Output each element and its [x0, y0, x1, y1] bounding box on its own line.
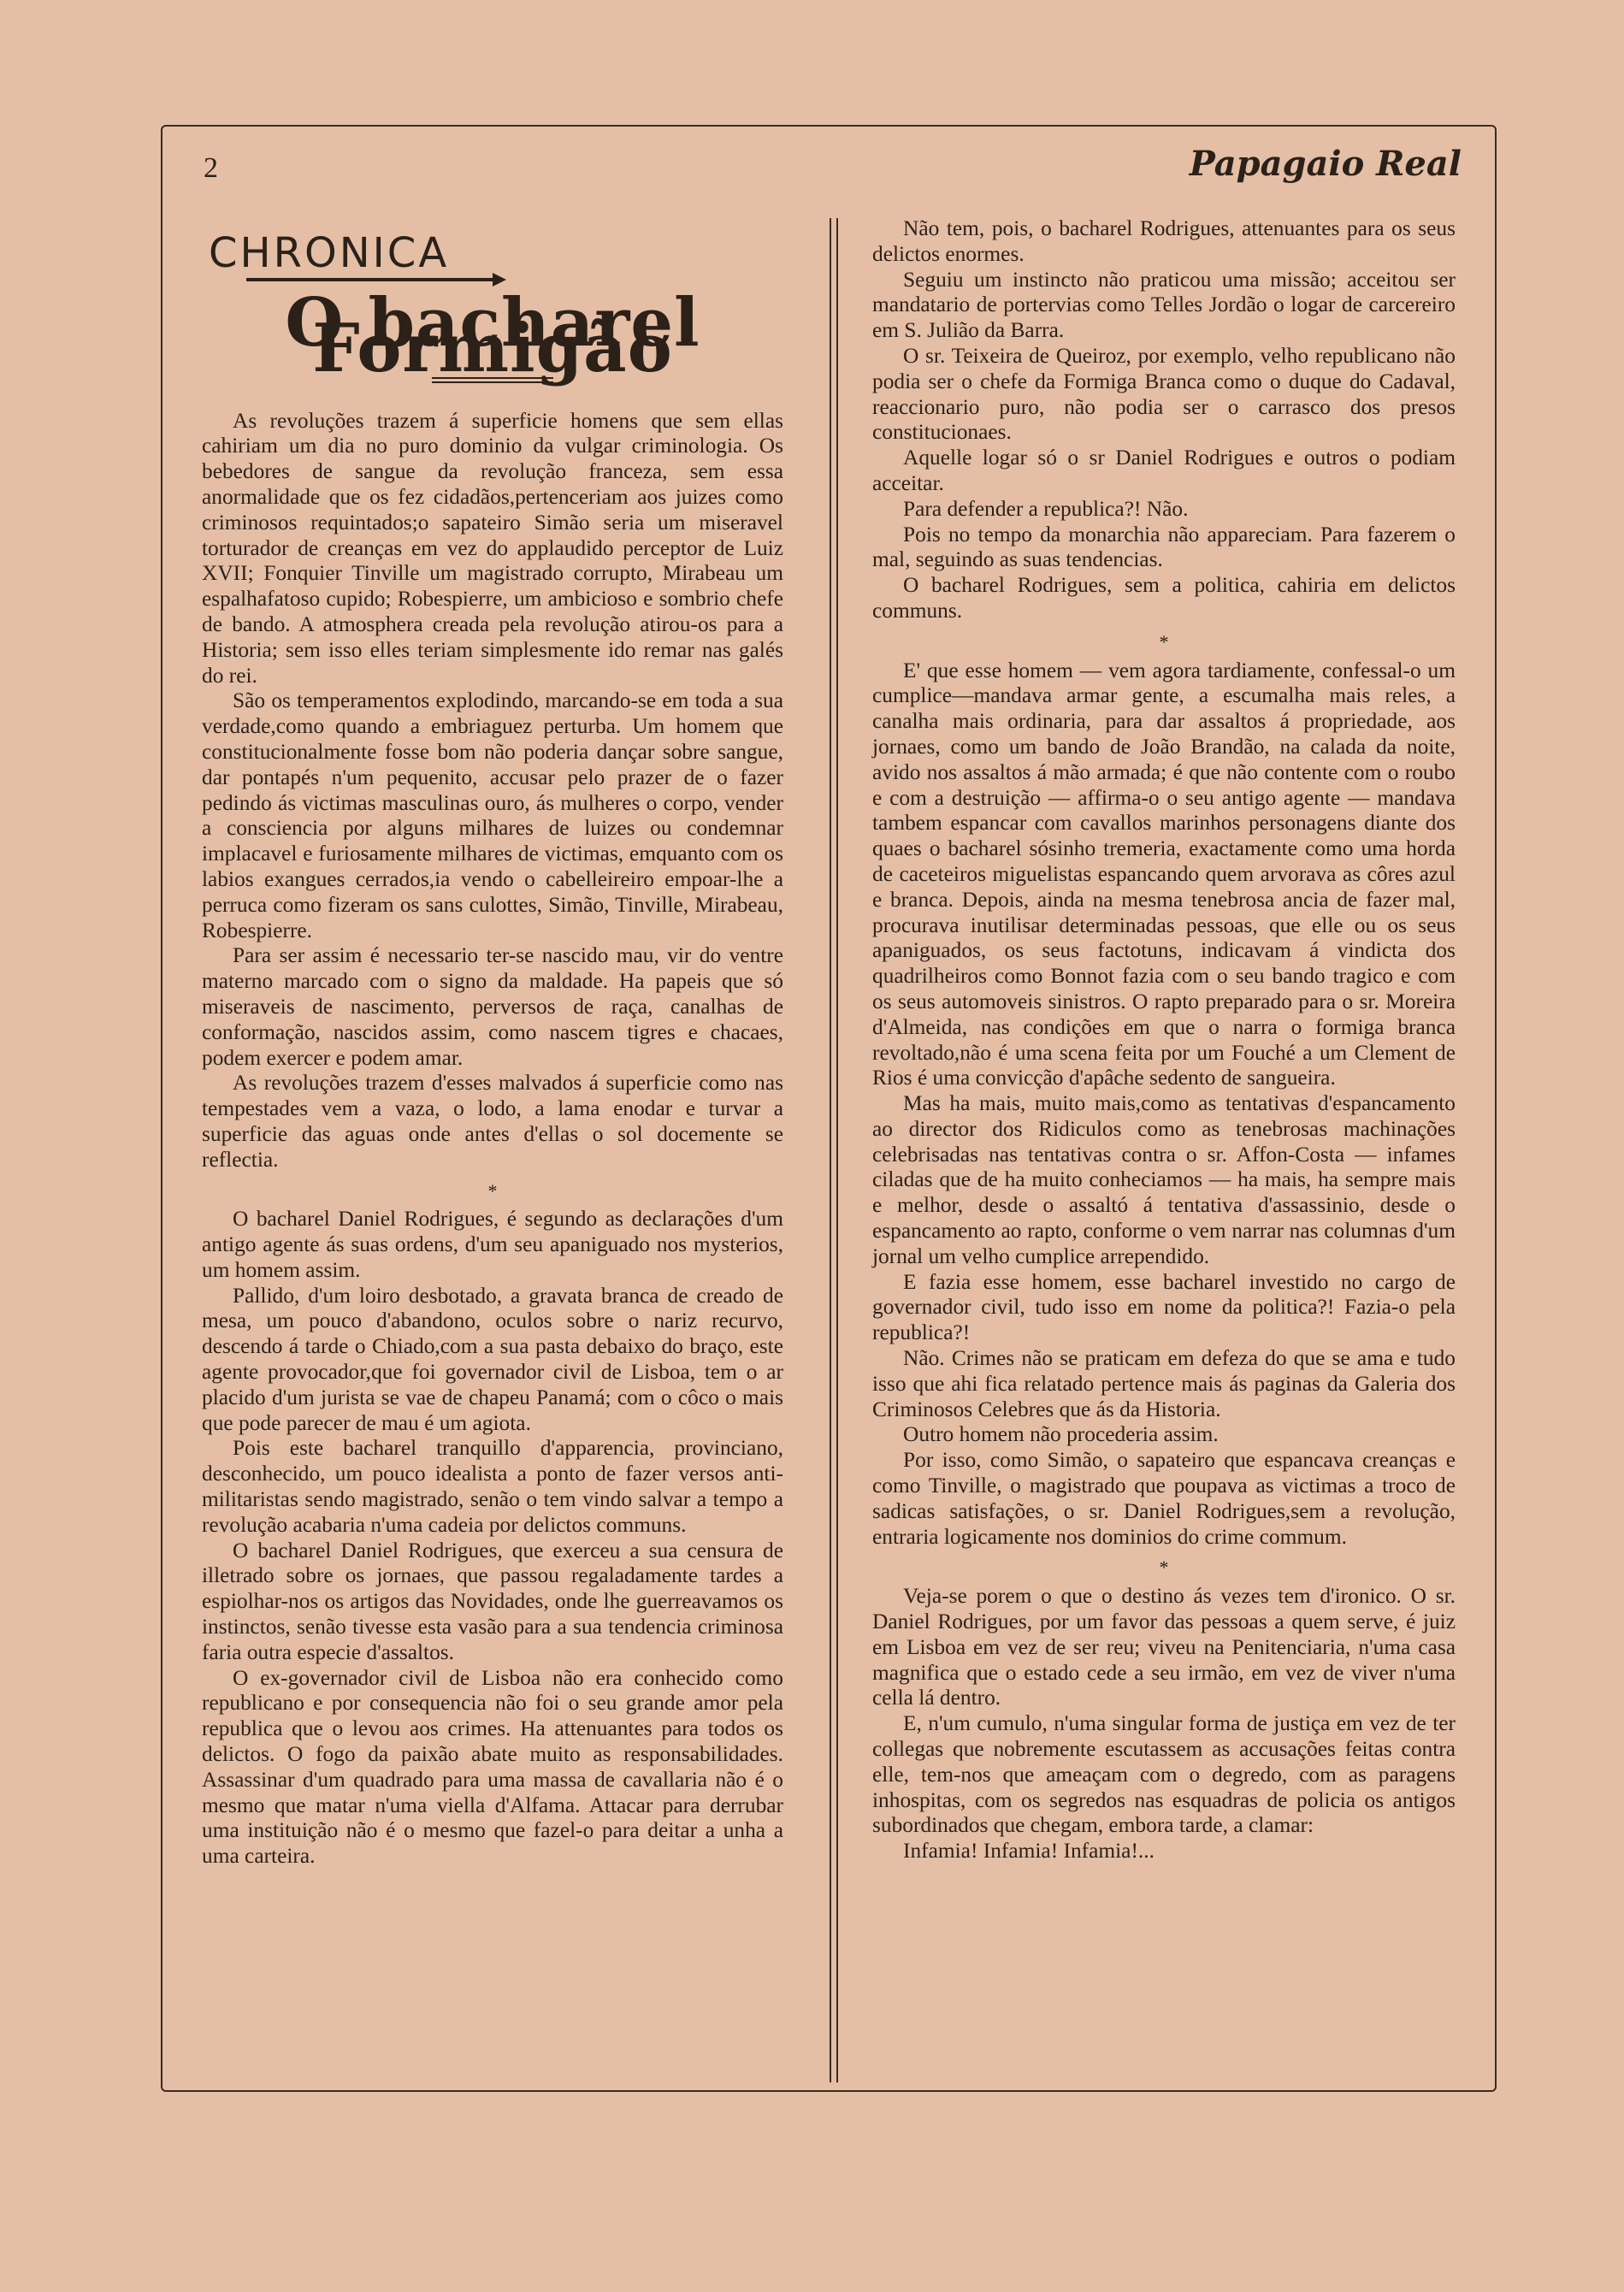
paragraph: Mas ha mais, muito mais,como as tentativas d'espancamento ao director dos Ridiculos como as tenebrosas machinações celebrisadas nas tentativas contra o sr. Affon-Costa — infames ciladas que de ha muito conheciamos — ha mais, ha sempre mais e melhor, desde o assaltó á tentativa d'assassinio, desde o espancamento ao rapto, conforme o vem narrar nas columnas d'um jornal um velho cumplice arrependido.: [872, 1091, 1456, 1268]
paragraph: O sr. Teixeira de Queiroz, por exemplo, velho republicano não podia ser o chefe da Formiga Branca como o duque do Cadaval, reaccionario puro, não podia ser o carrasco dos presos constitucionaes.: [872, 343, 1456, 445]
left-column: [202, 218, 783, 1870]
right-column-text: [872, 216, 1456, 1864]
paragraph: Infamia! Infamia! Infamia!...: [903, 1839, 1155, 1864]
paragraph: Para ser assim é necessario ter-se nascido mau, vir do ventre materno marcado com o signo da maldade. Ha papeis que só miseraveis de nascimento, perversos de raça, canalhas de conformação, nascidos assim, como nascem tigres e chacaes, podem exercer e podem amar.: [202, 943, 783, 1070]
paragraph: Seguiu um instincto não praticou uma missão; acceitou ser mandatario de portervias como Telles Jordão o logar de carcereiro em S. Julião da Barra.: [872, 267, 1456, 343]
paragraph: As revoluções trazem á superficie homens que sem ellas cahiriam um dia no puro dominio da vulgar criminologia. Os bebedores de sangue da revolução franceza, sem essa anormalidade que os fez cidadãos,pertenceriam aos juizes como criminosos requintados;o sapateiro Simão seria um miseravel torturador de creanças em vez do applaudido perceptor de Luiz XVII; Fonquier Tinville um magistrado corrupto, Mirabeau um espalhafatoso cupido; Robespierre, um ambicioso e sombrio chefe de bando. A atmosphera creada pela revolução atirou-os para a Historia; sem isso elles teriam simplesmente ido remar nas galés do rei.: [202, 408, 783, 688]
paragraph: E fazia esse homem, esse bacharel investido no cargo de governador civil, tudo isso em nome da politica?! Fazia-o pela republica?!: [872, 1269, 1456, 1345]
paragraph: Por isso, como Simão, o sapateiro que espancava creanças e como Tinville, o magistrado que poupava as victimas a troco de sadicas satisfações, o sr. Daniel Rodrigues,sem a revolução, entraria logicamente nos dominios do crime commum.: [872, 1448, 1456, 1549]
paragraph: Para defender a republica?! Não.: [903, 496, 1189, 521]
section-separator: *: [1159, 630, 1169, 653]
paragraph: Pallido, d'um loiro desbotado, a gravata branca de creado de mesa, um pouco d'abandono, oculos sobre o nariz recurvo, descendo á tarde o Chiado,com a sua pasta debaixo do braço, este agente provocador,que foi governador civil de Lisboa, tem o ar placido d'um jurista se vae de chapeu Panamá; com o côco o mais que pode parecer de mau é um agiota.: [202, 1283, 783, 1435]
paragraph: E' que esse homem — vem agora tardiamente, confessal-o um cumplice—mandava armar gente, a escumalha mais reles, a canalha mais ordinaria, para dar assaltos á propriedade, aos jornaes, como um bando de João Brandão, na calada da noite, avido nos assaltos á mão armada; é que não contente com o roubo e com a destruição — affirma-o o seu antigo agente — mandava tambem espancar com cavallos marinhos personagens diante dos quaes o bacharel sósinho tremeria, exactamente como uma horda de caceteiros miguelistas espancando quem arvorava as côres azul e branca. Depois, ainda na mesma tenebrosa ancia de fazer mal, procurava inutilisar determinadas pessoas, que elle ou os seus apaniguados, os seus factotuns, indicavam á vindicta dos quadrilheiros como Bonnot fazia com o seu bando tragico e com os seus automoveis sinistros. O rapto preparado para o sr. Moreira d'Almeida, nas condições em que o narra o formiga branca revoltado,não é uma scena feita por um Fouché a um Clement de Rios é uma convicção d'apâche sedento de sangueira.: [872, 658, 1456, 1090]
left-column-text: [202, 409, 783, 1870]
paragraph: São os temperamentos explodindo, marcando-se em toda a sua verdade,como quando a embriaguez perturba. Um homem que constitucionalmente fosse bom não poderia dançar sobre sangue, dar pontapés n'um pequenito, accusar pelo prazer de o fazer pedindo ás victimas masculinas ouro, ás mulheres o corpo, vender a consciencia por alguns milhares de luizes ou condemnar implacavel e furiosamente milhares de victimas, emquanto com os labios exangues cerrados,ia vendo o cabelleireiro empoar-lhe a perruca como fizeram os sans culottes, Simão, Tinville, Mirabeau, Robespierre.: [202, 688, 783, 942]
paragraph: Pois no tempo da monarchia não appareciam. Para fazerem o mal, seguindo as suas tendencias.: [872, 522, 1456, 572]
paragraph: O bacharel Daniel Rodrigues, que exerceu a sua censura de illetrado sobre os jornaes, que passou regaladamente tardes a espiolhar-nos os artigos das Novidades, onde lhe guerreavamos os instinctos, senão tivesse esta vasão para a sua tendencia criminosa faria outra especie d'assaltos.: [202, 1538, 783, 1664]
section-heading: CHRONICA: [209, 229, 450, 277]
paragraph: O ex-governador civil de Lisboa não era conhecido como republicano e por consequencia não foi o seu grande amor pela republica que o levou aos crimes. Ha attenuantes para todos os delictos. O fogo da paixão abate muito as responsabilidades. Assassinar d'um quadrado para uma massa de cavallaria não é o mesmo que matar n'uma viella d'Alfama. Attacar para derrubar uma instituição não é o mesmo que fazel-o para deitar a unha a uma carteira.: [202, 1665, 783, 1869]
paragraph: Veja-se porem o que o destino ás vezes tem d'ironico. O sr. Daniel Rodrigues, por um favor das pessoas a quem serve, é juiz em Lisboa em vez de ser reu; viveu na Penitenciaria, n'uma casa magnifica que o estado cede a seu irmão, em vez de viver n'uma cella lá dentro.: [872, 1584, 1456, 1710]
article-title: O bacharel Formigão: [285, 284, 700, 387]
paragraph: E, n'um cumulo, n'uma singular forma de justiça em vez de ter collegas que nobremente escutassem as accusações feitas contra elle, tem-nos que ameaçam com o degredo, com as paragens inhospitas, com os segredos nas esquadras de policia os antigos subordinados que chegam, embora tarde, a clamar:: [872, 1711, 1456, 1838]
paragraph: Aquelle logar só o sr Daniel Rodrigues e outros o podiam acceitar.: [872, 446, 1456, 495]
section-arrow-icon: [246, 278, 494, 281]
column-divider: [830, 218, 831, 2082]
page-number: 2: [204, 152, 218, 184]
section-separator: *: [1159, 1557, 1169, 1579]
paragraph: Não tem, pois, o bacharel Rodrigues, attenuantes para os seus delictos enormes.: [872, 216, 1456, 266]
paragraph: O bacharel Rodrigues, sem a politica, cahiria em delictos communs.: [872, 573, 1456, 623]
paragraph: As revoluções trazem d'esses malvados á superficie como nas tempestades vem a vaza, o lodo, a lama enodar e turvar a superficie das aguas onde antes d'ellas o sol docemente se reflectia.: [202, 1071, 783, 1172]
paragraph: Outro homem não procederia assim.: [903, 1422, 1219, 1447]
section-separator: *: [487, 1179, 498, 1202]
paragraph: Não. Crimes não se praticam em defeza do que se ama e tudo isso que ahi fica relatado pertence mais ás paginas da Galeria dos Criminosos Celebres que ás da Historia.: [872, 1346, 1456, 1421]
right-column: [872, 216, 1456, 1864]
column-divider: [836, 218, 838, 2082]
paragraph: Pois este bacharel tranquillo d'apparencia, provinciano, desconhecido, um pouco idealista a ponto de fazer versos anti-militaristas sendo magistrado, senão o tem vindo salvar a tempo a revolução acabaria n'uma cadeia por delictos communs.: [202, 1436, 783, 1537]
masthead-title: Papagaio Real: [1189, 144, 1462, 184]
paragraph: O bacharel Daniel Rodrigues, é segundo as declarações d'um antigo agente ás suas ordens, d'um seu apaniguado nos mysterios, um homem assim.: [202, 1207, 783, 1282]
